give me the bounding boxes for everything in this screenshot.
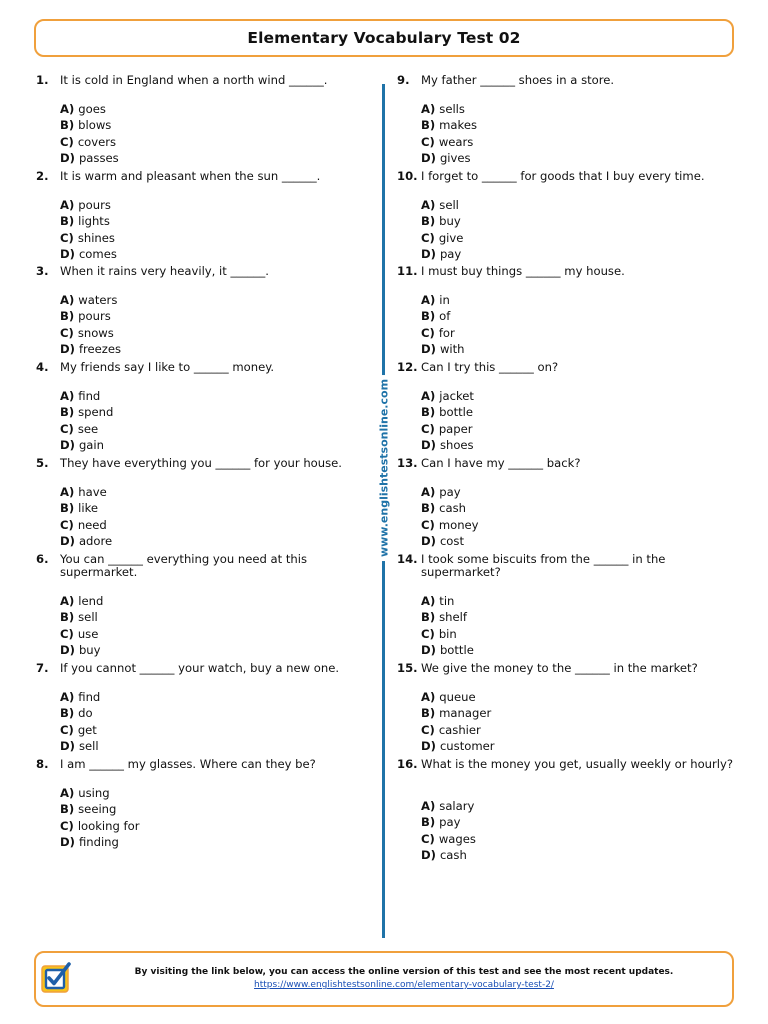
question-number: 2. <box>36 169 49 183</box>
answer-option[interactable] <box>60 246 376 262</box>
option-text: looking for <box>77 818 140 833</box>
option-text: shoes <box>439 437 474 452</box>
question-text: We give the money to the ______ in the market? <box>421 661 698 675</box>
option-text: sell <box>78 738 99 753</box>
question-stem <box>397 361 737 374</box>
option-text: queue <box>439 690 476 704</box>
question-stem <box>36 170 376 183</box>
option-text: sells <box>439 102 465 116</box>
option-letter: B) <box>421 501 436 516</box>
answer-option[interactable] <box>421 722 737 738</box>
option-text: sell <box>439 198 459 212</box>
answer-options <box>421 101 737 166</box>
option-letter: C) <box>60 818 74 833</box>
option-text: seeing <box>78 802 117 817</box>
option-letter: D) <box>60 246 75 261</box>
website-watermark: www.englishtestsonline.com <box>377 375 390 561</box>
answer-options <box>421 484 737 549</box>
answer-option[interactable] <box>60 292 376 308</box>
option-letter: A) <box>60 786 75 800</box>
option-text: gain <box>78 437 104 452</box>
answer-option[interactable] <box>60 500 376 516</box>
option-letter: B) <box>421 405 436 420</box>
option-text: need <box>77 517 107 532</box>
answer-options <box>421 689 737 754</box>
page-title: Elementary Vocabulary Test 02 <box>247 29 521 47</box>
option-letter: B) <box>421 815 436 830</box>
option-letter: C) <box>421 421 435 436</box>
option-letter: D) <box>60 533 75 548</box>
option-letter: A) <box>421 198 436 212</box>
option-letter: B) <box>421 706 436 721</box>
option-text: covers <box>77 134 117 149</box>
option-letter: B) <box>60 214 75 229</box>
answer-option[interactable] <box>60 738 376 754</box>
option-letter: A) <box>60 293 75 307</box>
question-text: When it rains very heavily, it ______. <box>60 264 269 278</box>
answer-option[interactable] <box>60 642 376 658</box>
question-stem <box>397 74 737 87</box>
option-letter: D) <box>60 150 75 165</box>
question-5 <box>36 457 376 549</box>
question-12 <box>397 361 737 453</box>
answer-option[interactable] <box>60 533 376 549</box>
option-letter: B) <box>60 501 75 516</box>
option-text: snows <box>77 325 114 340</box>
option-letter: D) <box>421 150 436 165</box>
question-stem <box>36 758 376 771</box>
question-8 <box>36 758 376 850</box>
question-text: I forget to ______ for goods that I buy every time. <box>421 169 705 183</box>
question-number: 14. <box>397 552 418 566</box>
question-stem <box>397 662 737 675</box>
answer-option[interactable] <box>421 404 737 420</box>
answer-options <box>421 388 737 453</box>
question-stem <box>397 170 737 183</box>
option-text: pay <box>439 246 462 261</box>
answer-option[interactable] <box>421 421 737 437</box>
answer-option[interactable] <box>60 689 376 705</box>
answer-option[interactable] <box>60 134 376 150</box>
answer-options <box>421 197 737 262</box>
answer-option[interactable] <box>60 230 376 246</box>
answer-option[interactable] <box>421 101 737 117</box>
option-text: buy <box>439 214 461 229</box>
option-letter: C) <box>60 325 74 340</box>
answer-option[interactable] <box>60 705 376 721</box>
answer-option[interactable] <box>421 213 737 229</box>
option-letter: A) <box>421 389 436 403</box>
question-text: Can I have my ______ back? <box>421 456 581 470</box>
option-letter: B) <box>421 214 436 229</box>
option-text: cash <box>439 847 467 862</box>
option-letter: D) <box>60 341 75 356</box>
answer-option[interactable] <box>60 308 376 324</box>
option-text: tin <box>439 594 455 608</box>
option-letter: D) <box>60 738 75 753</box>
question-number: 15. <box>397 661 418 675</box>
question-number: 3. <box>36 264 49 278</box>
option-letter: A) <box>60 198 75 212</box>
question-number: 7. <box>36 661 49 675</box>
answer-option[interactable] <box>60 341 376 357</box>
question-text: Can I try this ______ on? <box>421 360 559 374</box>
answer-option[interactable] <box>421 609 737 625</box>
answer-option[interactable] <box>421 738 737 754</box>
option-letter: B) <box>421 610 436 625</box>
answer-option[interactable] <box>60 388 376 404</box>
option-letter: B) <box>60 309 75 324</box>
answer-options <box>60 101 376 166</box>
answer-option[interactable] <box>421 388 737 404</box>
option-letter: C) <box>421 722 435 737</box>
answer-option[interactable] <box>60 722 376 738</box>
answer-option[interactable] <box>60 834 376 850</box>
question-stem <box>36 265 376 278</box>
option-text: bottle <box>439 405 474 420</box>
answer-option[interactable] <box>60 197 376 213</box>
option-text: pours <box>78 309 111 324</box>
option-text: comes <box>78 246 117 261</box>
answer-option[interactable] <box>421 308 737 324</box>
option-letter: D) <box>60 437 75 452</box>
question-text: I am ______ my glasses. Where can they be? <box>60 757 316 771</box>
option-letter: D) <box>421 738 436 753</box>
question-number: 1. <box>36 73 49 87</box>
question-stem <box>36 74 376 87</box>
answer-option[interactable] <box>60 150 376 166</box>
answer-option[interactable] <box>421 484 737 500</box>
answer-options <box>60 388 376 453</box>
option-text: goes <box>78 102 106 116</box>
question-6 <box>36 553 376 658</box>
answer-option[interactable] <box>60 437 376 453</box>
option-letter: A) <box>60 690 75 704</box>
answer-option[interactable] <box>60 325 376 341</box>
answer-option[interactable] <box>421 814 737 830</box>
answer-option[interactable] <box>60 484 376 500</box>
question-number: 8. <box>36 757 49 771</box>
option-text: adore <box>78 533 113 548</box>
option-text: lend <box>78 594 104 608</box>
option-letter: C) <box>60 421 74 436</box>
option-letter: B) <box>60 118 75 133</box>
answer-option[interactable] <box>60 101 376 117</box>
question-9 <box>397 74 737 166</box>
answer-option[interactable] <box>60 213 376 229</box>
option-text: do <box>78 706 93 721</box>
answer-option[interactable] <box>421 117 737 133</box>
option-text: with <box>439 341 465 356</box>
question-text: What is the money you get, usually weekly or hourly? <box>421 757 734 771</box>
question-number: 10. <box>397 169 418 183</box>
option-letter: D) <box>421 437 436 452</box>
option-letter: C) <box>421 517 435 532</box>
answer-option[interactable] <box>421 593 737 609</box>
option-text: give <box>438 230 464 245</box>
option-text: jacket <box>439 389 474 403</box>
question-4 <box>36 361 376 453</box>
question-10 <box>397 170 737 262</box>
answer-option[interactable] <box>421 689 737 705</box>
answer-option[interactable] <box>421 847 737 863</box>
answer-options <box>60 593 376 658</box>
option-letter: D) <box>60 642 75 657</box>
option-text: cashier <box>438 722 481 737</box>
option-letter: C) <box>421 230 435 245</box>
option-letter: A) <box>421 690 436 704</box>
question-stem <box>36 457 376 470</box>
answer-option[interactable] <box>421 246 737 262</box>
question-number: 16. <box>397 757 418 771</box>
option-text: lights <box>78 214 110 229</box>
question-number: 11. <box>397 264 418 278</box>
answer-option[interactable] <box>421 197 737 213</box>
option-letter: C) <box>421 134 435 149</box>
answer-option[interactable] <box>421 325 737 341</box>
option-text: wears <box>438 134 474 149</box>
question-stem <box>397 265 737 278</box>
option-text: money <box>438 517 479 532</box>
question-number: 9. <box>397 73 410 87</box>
answer-option[interactable] <box>421 341 737 357</box>
question-1 <box>36 74 376 166</box>
answer-options <box>60 292 376 357</box>
option-letter: D) <box>60 834 75 849</box>
answer-option[interactable] <box>60 593 376 609</box>
option-letter: B) <box>421 309 436 324</box>
option-text: blows <box>78 118 112 133</box>
answer-option[interactable] <box>421 134 737 150</box>
question-number: 5. <box>36 456 49 470</box>
answer-option[interactable] <box>421 831 737 847</box>
option-letter: B) <box>60 405 75 420</box>
option-letter: B) <box>421 118 436 133</box>
option-letter: B) <box>60 706 75 721</box>
answer-options <box>60 484 376 549</box>
question-3 <box>36 265 376 357</box>
answer-option[interactable] <box>421 150 737 166</box>
answer-option[interactable] <box>60 404 376 420</box>
option-letter: C) <box>421 831 435 846</box>
online-test-link[interactable]: https://www.englishtestsonline.com/elementary-vocabulary-test-2/ <box>254 980 554 990</box>
option-letter: A) <box>421 102 436 116</box>
answer-options <box>421 593 737 658</box>
option-text: passes <box>78 150 119 165</box>
answer-option[interactable] <box>60 626 376 642</box>
answer-option[interactable] <box>421 437 737 453</box>
option-letter: D) <box>421 246 436 261</box>
footer-message: By visiting the link below, you can access the online version of this test and see the most recent updates. <box>134 967 674 977</box>
option-letter: D) <box>421 533 436 548</box>
question-stem <box>36 361 376 374</box>
question-text: My father ______ shoes in a store. <box>421 73 615 87</box>
question-stem <box>36 553 376 579</box>
option-letter: C) <box>421 626 435 641</box>
option-text: gives <box>439 150 471 165</box>
question-number: 12. <box>397 360 418 374</box>
question-stem <box>397 457 737 470</box>
answer-option[interactable] <box>60 785 376 801</box>
question-11 <box>397 265 737 357</box>
question-text: I took some biscuits from the ______ in the supermarket? <box>421 552 666 579</box>
option-text: have <box>78 485 107 499</box>
answer-option[interactable] <box>60 801 376 817</box>
option-text: in <box>439 293 450 307</box>
answer-option[interactable] <box>421 230 737 246</box>
option-text: get <box>77 722 97 737</box>
option-letter: D) <box>421 341 436 356</box>
question-16 <box>397 758 737 863</box>
question-text: I must buy things ______ my house. <box>421 264 625 278</box>
question-number: 6. <box>36 552 49 566</box>
option-text: like <box>78 501 99 516</box>
option-letter: D) <box>421 642 436 657</box>
option-text: shelf <box>439 610 467 625</box>
option-text: pours <box>78 198 111 212</box>
option-text: for <box>438 325 455 340</box>
question-text: It is cold in England when a north wind ______. <box>60 73 328 87</box>
option-letter: B) <box>60 802 75 817</box>
answer-option[interactable] <box>421 500 737 516</box>
answer-option[interactable] <box>421 798 737 814</box>
option-text: buy <box>78 642 101 657</box>
option-text: of <box>439 309 451 324</box>
checkbox-check-icon <box>40 960 72 994</box>
option-text: cash <box>439 501 467 516</box>
option-text: paper <box>438 421 473 436</box>
option-text: wages <box>438 831 476 846</box>
question-number: 4. <box>36 360 49 374</box>
option-letter: A) <box>421 799 436 813</box>
option-text: cost <box>439 533 464 548</box>
option-letter: C) <box>60 230 74 245</box>
answer-option[interactable] <box>421 626 737 642</box>
option-text: bin <box>438 626 457 641</box>
option-text: pay <box>439 815 461 830</box>
option-text: spend <box>78 405 114 420</box>
title-box <box>34 19 734 57</box>
option-letter: A) <box>60 389 75 403</box>
option-text: finding <box>78 834 119 849</box>
option-letter: C) <box>60 722 74 737</box>
question-number: 13. <box>397 456 418 470</box>
answer-options <box>421 292 737 357</box>
question-stem <box>36 662 376 675</box>
option-text: makes <box>439 118 478 133</box>
option-letter: A) <box>60 594 75 608</box>
option-text: find <box>78 690 101 704</box>
option-text: bottle <box>439 642 474 657</box>
option-text: using <box>78 786 110 800</box>
answer-options <box>60 197 376 262</box>
answer-option[interactable] <box>421 533 737 549</box>
option-text: see <box>77 421 99 436</box>
answer-option[interactable] <box>421 642 737 658</box>
answer-options <box>60 785 376 850</box>
option-text: shines <box>77 230 115 245</box>
option-text: sell <box>78 610 98 625</box>
question-text: It is warm and pleasant when the sun ______. <box>60 169 321 183</box>
option-letter: C) <box>60 134 74 149</box>
question-stem <box>397 553 737 579</box>
option-letter: A) <box>421 594 436 608</box>
answer-option[interactable] <box>421 517 737 533</box>
question-15 <box>397 662 737 754</box>
option-text: freezes <box>78 341 122 356</box>
question-13 <box>397 457 737 549</box>
option-text: customer <box>439 738 495 753</box>
question-text: If you cannot ______ your watch, buy a new one. <box>60 661 340 675</box>
question-text: You can ______ everything you need at this supermarket. <box>60 552 308 579</box>
answer-option[interactable] <box>60 818 376 834</box>
option-text: manager <box>439 706 492 721</box>
option-text: find <box>78 389 101 403</box>
option-text: salary <box>439 799 475 813</box>
question-14 <box>397 553 737 658</box>
footer-box <box>34 951 734 1007</box>
option-text: waters <box>78 293 118 307</box>
answer-option[interactable] <box>60 117 376 133</box>
answer-options <box>60 689 376 754</box>
answer-option[interactable] <box>60 421 376 437</box>
answer-option[interactable] <box>421 705 737 721</box>
option-letter: A) <box>421 293 436 307</box>
option-letter: C) <box>60 626 74 641</box>
question-text: They have everything you ______ for your house. <box>60 456 342 470</box>
question-7 <box>36 662 376 754</box>
answer-option[interactable] <box>60 517 376 533</box>
option-letter: A) <box>60 102 75 116</box>
option-text: use <box>77 626 99 641</box>
option-letter: C) <box>60 517 74 532</box>
answer-option[interactable] <box>421 292 737 308</box>
option-letter: D) <box>421 847 436 862</box>
option-letter: A) <box>421 485 436 499</box>
question-stem <box>397 758 737 771</box>
option-letter: A) <box>60 485 75 499</box>
answer-option[interactable] <box>60 609 376 625</box>
option-letter: B) <box>60 610 75 625</box>
option-letter: C) <box>421 325 435 340</box>
question-2 <box>36 170 376 262</box>
question-text: My friends say I like to ______ money. <box>60 360 275 374</box>
answer-options <box>421 798 737 863</box>
option-text: pay <box>439 485 461 499</box>
